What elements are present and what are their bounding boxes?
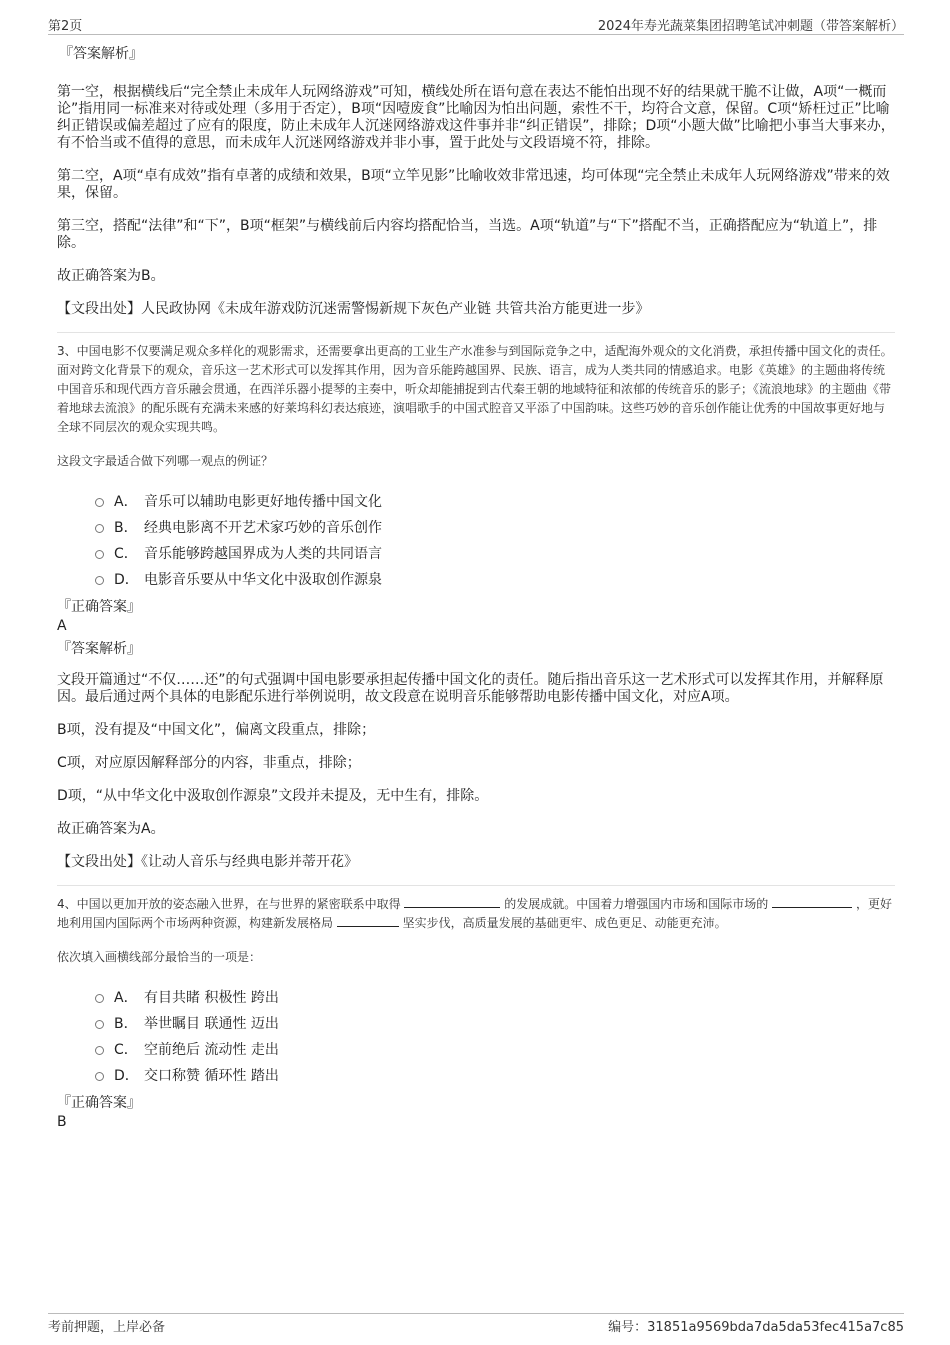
page-footer bbox=[48, 1313, 904, 1334]
analysis-paragraph: C项，对应原因解释部分的内容，非重点，排除； bbox=[57, 755, 361, 771]
option-c[interactable]: C． 音乐能够跨越国界成为人类的共同语言 bbox=[95, 541, 895, 567]
radio-icon[interactable] bbox=[95, 498, 104, 507]
blank-1 bbox=[404, 895, 500, 908]
question-prompt: 依次填入画横线部分最恰当的一项是： bbox=[57, 950, 262, 964]
question-stem: 3、中国电影不仅要满足观众多样化的观影需求，还需要拿出更高的工业生产水准参与到国际竞争之中，适配海外观众的文化消费，承担传播中国文化的责任。面对跨文化背景下的观众，音乐这一艺术形式可以发挥其作用，因为音乐能跨越国界、民族、语言，成为人类共同的情感追求。电影《英雄》的主题曲将传统中国音乐和现代西方音乐融会贯通，在西洋乐器小提琴的主奏中，听众却能捕捉到古代秦王朝的地域特征和浓郁的传统音乐的影子；《流浪地球》的主题曲《带着地球去流浪》的配乐既有充满未来感的好莱坞科幻表达痕迹，演唱歌手的中国式腔音又平添了中国韵味。这些巧妙的音乐创作能让优秀的中国故事更好地与全球不同层次的观众实现共鸣。 bbox=[57, 344, 893, 434]
source-citation: 【文段出处】人民政协网《未成年游戏防沉迷需警惕新规下灰色产业链 共管共治方能更进一步》 bbox=[57, 301, 650, 317]
document-title: 2024年寿光蔬菜集团招聘笔试冲刺题（带答案解析） bbox=[597, 19, 904, 34]
analysis-paragraph: 第二空，A项“卓有成效”指有卓著的成绩和效果，B项“立竿见影”比喻收效非常迅速，均可体现“完全禁止未成年人玩网络游戏”带来的效果，保留。 bbox=[57, 168, 890, 201]
analysis-label: 『答案解析』 bbox=[57, 641, 141, 657]
options-list bbox=[57, 985, 895, 1089]
source-citation: 【文段出处】《让动人音乐与经典电影并蒂开花》 bbox=[57, 854, 358, 870]
page-number: 第2页 bbox=[48, 19, 83, 34]
option-b[interactable]: B． 举世瞩目 联通性 迈出 bbox=[95, 1011, 895, 1037]
analysis-paragraph: B项，没有提及“中国文化”，偏离文段重点，排除； bbox=[57, 722, 376, 738]
blank-2 bbox=[772, 895, 852, 908]
question-stem: 4、中国以更加开放的姿态融入世界，在与世界的紧密联系中取得 的发展成就。中国着力增强国内市场和国际市场的 ，更好地利用国内国际两个市场两种资源，构建新发展格局 坚实步伐，高质量发展的基础更牢、成色更足、动能更充沛。 bbox=[57, 897, 892, 930]
option-c[interactable]: C． 空前绝后 流动性 走出 bbox=[95, 1037, 895, 1063]
option-d[interactable]: D． 交口称赞 循环性 踏出 bbox=[95, 1063, 895, 1089]
radio-icon[interactable] bbox=[95, 576, 104, 585]
analysis-paragraph: 第三空，搭配“法律”和“下”，B项“框架”与横线前后内容均搭配恰当，当选。A项“轨道”与“下”搭配不当，正确搭配应为“轨道上”，排除。 bbox=[57, 218, 878, 251]
correct-answer: A bbox=[57, 618, 67, 634]
analysis-paragraph: D项，“从中华文化中汲取创作源泉”文段并未提及，无中生有，排除。 bbox=[57, 788, 489, 804]
question-prompt: 这段文字最适合做下列哪一观点的例证？ bbox=[57, 454, 274, 468]
page-header bbox=[48, 14, 904, 35]
footer-slogan: 考前押题，上岸必备 bbox=[48, 1320, 166, 1335]
radio-icon[interactable] bbox=[95, 1046, 104, 1055]
option-a[interactable]: A． 有目共睹 积极性 跨出 bbox=[95, 985, 895, 1011]
question-3 bbox=[57, 332, 895, 871]
document-id: 编号：31851a9569bda7da5da53fec415a7c85 bbox=[608, 1320, 904, 1335]
radio-icon[interactable] bbox=[95, 1072, 104, 1081]
radio-icon[interactable] bbox=[95, 994, 104, 1003]
radio-icon[interactable] bbox=[95, 550, 104, 559]
radio-icon[interactable] bbox=[95, 1020, 104, 1029]
answer-label: 『正确答案』 bbox=[57, 1095, 141, 1111]
page-content bbox=[57, 46, 895, 1131]
radio-icon[interactable] bbox=[95, 524, 104, 533]
blank-3 bbox=[337, 914, 399, 927]
answer-statement: 故正确答案为A。 bbox=[57, 821, 165, 837]
options-list bbox=[57, 489, 895, 593]
correct-answer: B bbox=[57, 1114, 67, 1130]
option-a[interactable]: A． 音乐可以辅助电影更好地传播中国文化 bbox=[95, 489, 895, 515]
analysis-label: 『答案解析』 bbox=[59, 46, 143, 62]
analysis-paragraph: 第一空，根据横线后“完全禁止未成年人玩网络游戏”可知，横线处所在语句意在表达不能怕出现不好的结果就干脆不让做，A项“一概而论”指用同一标准来对待或处理（多用于否定），B项“因噎废食”比喻因为怕出问题，索性不干，均符合文意，保留。C项“矫枉过正”比喻纠正错误或偏差超过了应有的限度，防止未成年人沉迷网络游戏这件事并非“纠正错误”，排除；D项“小题大做”比喻把小事当大事来办，有不恰当或不值得的意思，而未成年人沉迷网络游戏并非小事，置于此处与文段语境不符，排除。 bbox=[57, 84, 895, 151]
answer-statement: 故正确答案为B。 bbox=[57, 268, 165, 284]
question-4 bbox=[57, 885, 895, 1131]
answer-label: 『正确答案』 bbox=[57, 599, 141, 615]
option-d[interactable]: D． 电影音乐要从中华文化中汲取创作源泉 bbox=[95, 567, 895, 593]
analysis-paragraph: 文段开篇通过“不仅……还”的句式强调中国电影要承担起传播中国文化的责任。随后指出音乐这一艺术形式可以发挥其作用，并解释原因。最后通过两个具体的电影配乐进行举例说明，故文段意在说明音乐能够帮助电影传播中国文化，对应A项。 bbox=[57, 672, 884, 705]
option-b[interactable]: B． 经典电影离不开艺术家巧妙的音乐创作 bbox=[95, 515, 895, 541]
